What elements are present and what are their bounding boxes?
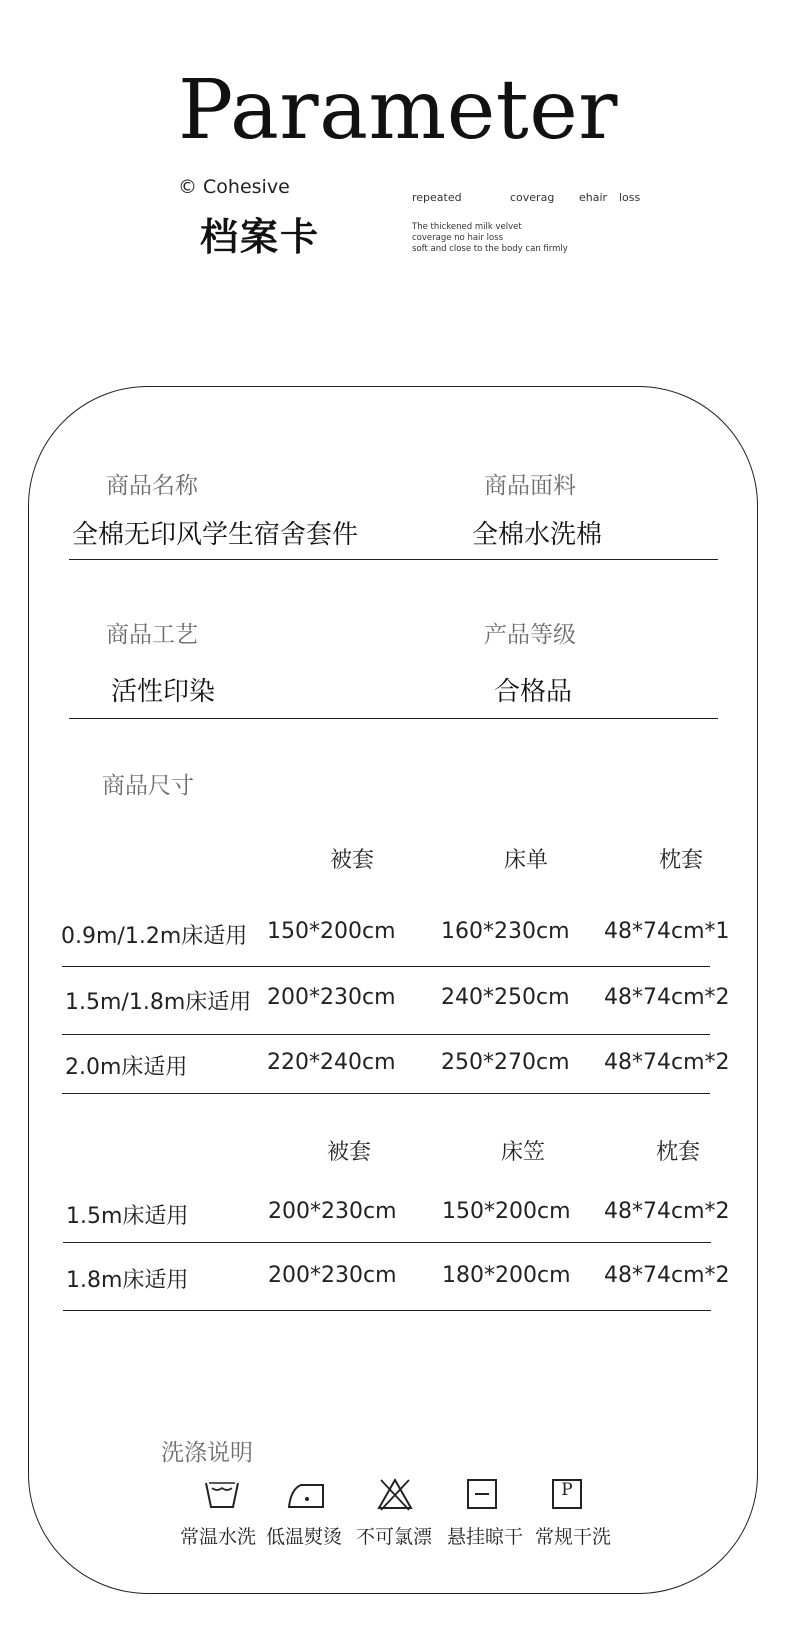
header-description <box>412 222 568 255</box>
description-line: The thickened milk velvet <box>412 222 522 232</box>
table-cell: 200*230cm <box>268 1199 397 1224</box>
iron-icon <box>287 1477 325 1511</box>
column-header: 被套 <box>327 1140 372 1165</box>
row-divider <box>62 1093 710 1094</box>
no-bleach-icon <box>376 1477 414 1511</box>
brand-name: © Cohesive <box>178 176 290 198</box>
divider <box>69 718 718 719</box>
page-title: Parameter <box>178 63 618 158</box>
table-cell: 48*74cm*2 <box>604 985 730 1010</box>
table-cell-bed: 1.8m床适用 <box>66 1268 189 1293</box>
dry-clean-glyph: P <box>561 1480 573 1500</box>
table-cell: 150*200cm <box>267 919 396 944</box>
table-cell: 240*250cm <box>441 985 570 1010</box>
product-name-label: 商品名称 <box>106 473 198 499</box>
table-cell: 48*74cm*2 <box>604 1199 730 1224</box>
column-header: 床单 <box>504 848 549 873</box>
row-divider <box>62 966 710 967</box>
product-name-value: 全棉无印风学生宿舍套件 <box>72 520 359 550</box>
document-title: 档案卡 <box>200 215 321 259</box>
care-label: 悬挂晾干 <box>447 1526 524 1548</box>
wash-tub-icon <box>203 1477 241 1511</box>
material-value: 全棉水洗棉 <box>472 520 603 550</box>
hang-dry-icon <box>463 1477 501 1511</box>
craft-label: 商品工艺 <box>106 622 198 648</box>
header-tag: repeated <box>412 191 462 204</box>
table-cell: 220*240cm <box>267 1050 396 1075</box>
row-divider <box>63 1242 711 1243</box>
material-label: 商品面料 <box>484 473 576 499</box>
column-header: 床笠 <box>501 1140 546 1165</box>
dry-clean-icon <box>548 1477 586 1511</box>
row-divider <box>63 1310 711 1311</box>
size-label: 商品尺寸 <box>102 773 194 799</box>
table-cell: 200*230cm <box>267 985 396 1010</box>
divider <box>69 559 718 560</box>
row-divider <box>62 1034 710 1035</box>
header-tag: coverag <box>510 191 555 204</box>
description-line: coverage no hair loss <box>412 233 504 243</box>
care-label: 常规干洗 <box>535 1526 612 1548</box>
header-tag: loss <box>619 191 641 204</box>
table-cell-bed: 1.5m床适用 <box>66 1204 189 1229</box>
column-header: 被套 <box>330 848 375 873</box>
table-cell-bed: 1.5m/1.8m床适用 <box>65 990 252 1015</box>
table-cell: 48*74cm*2 <box>604 1050 730 1075</box>
table-cell-bed: 2.0m床适用 <box>65 1055 188 1080</box>
care-title: 洗涤说明 <box>161 1440 253 1466</box>
care-label: 低温熨烫 <box>266 1526 343 1548</box>
description-line: soft and close to the body can firmly <box>412 244 568 254</box>
grade-label: 产品等级 <box>484 622 576 648</box>
column-header: 枕套 <box>656 1140 701 1165</box>
table-cell: 48*74cm*2 <box>604 1263 730 1288</box>
column-header: 枕套 <box>659 848 704 873</box>
grade-value: 合格品 <box>494 677 573 707</box>
table-cell: 250*270cm <box>441 1050 570 1075</box>
craft-value: 活性印染 <box>111 677 216 707</box>
table-cell: 200*230cm <box>268 1263 397 1288</box>
table-cell-bed: 0.9m/1.2m床适用 <box>61 924 248 949</box>
table-cell: 160*230cm <box>441 919 570 944</box>
care-label: 不可氯漂 <box>356 1526 433 1548</box>
table-cell: 150*200cm <box>442 1199 571 1224</box>
care-label: 常温水洗 <box>180 1526 257 1548</box>
table-cell: 48*74cm*1 <box>604 919 730 944</box>
table-cell: 180*200cm <box>442 1263 571 1288</box>
header-tag: ehair <box>579 191 608 204</box>
